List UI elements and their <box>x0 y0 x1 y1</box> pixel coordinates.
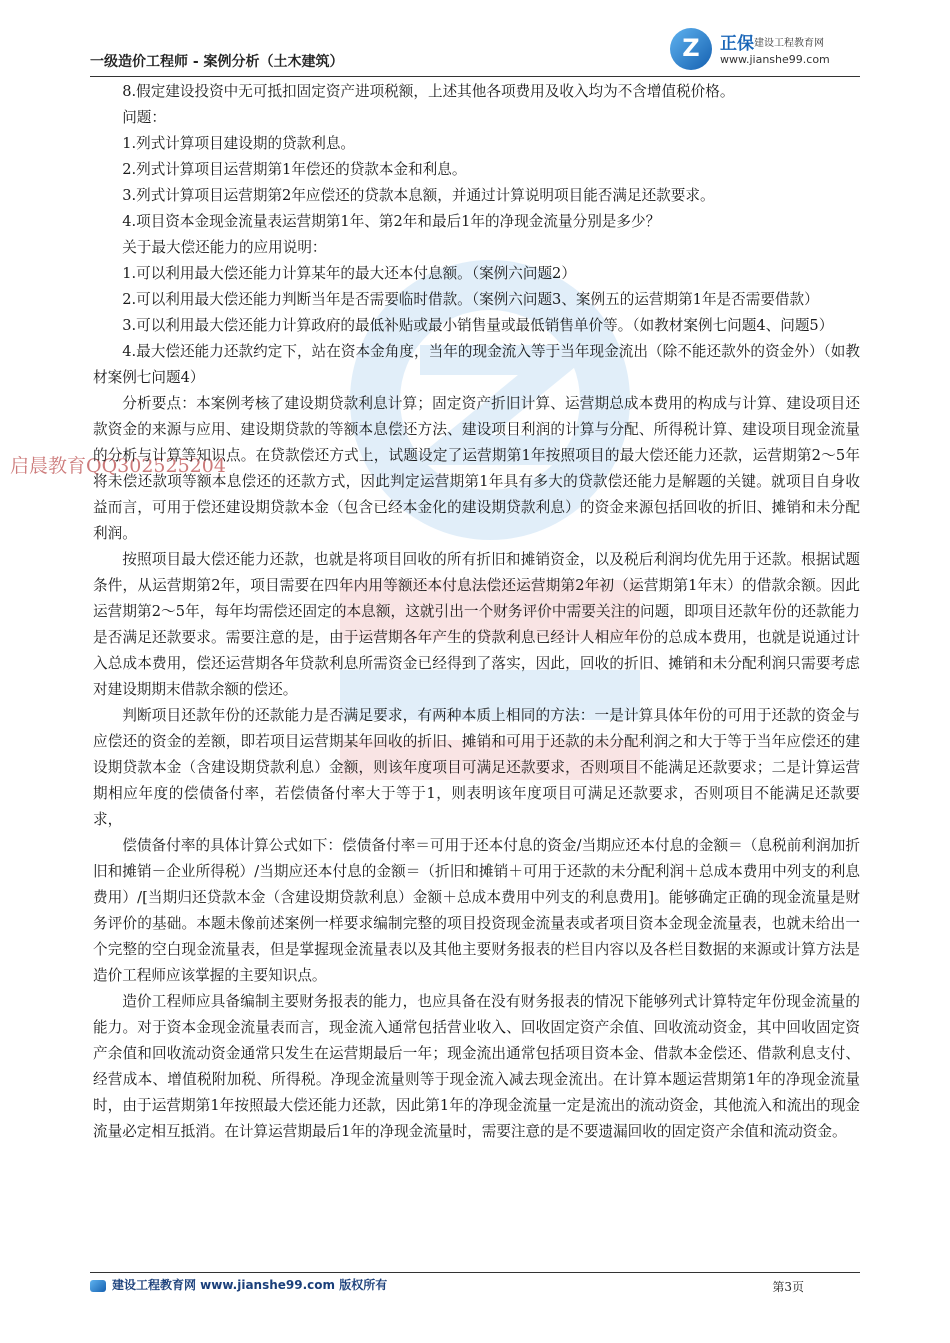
page-header <box>90 28 860 77</box>
paragraph: 2.列式计算项目运营期第1年偿还的贷款本金和利息。 <box>122 161 467 178</box>
paragraph: 4.最大偿还能力还款约定下，站在资本金角度，当年的现金流入等于当年现金流出（除不能还款外的资金外）（如教材案例七问题4） <box>93 343 860 386</box>
paragraph: 造价工程师应具备编制主要财务报表的能力，也应具备在没有财务报表的情况下能够列式计算特定年份现金流量的能力。对于资本金现金流量表而言，现金流入通常包括营业收入、回收固定资产余值、回收流动资金，其中回收固定资产余值和回收流动资金通常只发生在运营期最后一年；现金流出通常包括项目资本金、借款本金偿还、借款利息支付、经营成本、增值税附加税、所得税。净现金流量则等于现金流入减去现金流出。在计算本题运营期第1年的净现金流量时，由于运营期第1年按照最大偿还能力还款，因此第1年的净现金流量一定是流出的流动资金，其他流入和流出的现金流量必定相互抵消。在计算运营期最后1年的净现金流量时，需要注意的是不要遗漏回收的固定资产余值和流动资金。 <box>93 993 860 1140</box>
brand-logo <box>670 28 860 72</box>
document-body <box>93 79 860 1145</box>
paragraph: 偿债备付率的具体计算公式如下：偿债备付率＝可用于还本付息的资金/当期应还本付息的金额＝（息税前利润加折旧和摊销－企业所得税）/当期应还本付息的金额＝（折旧和摊销＋可用于还款的未分配利润＋总成本费用中列支的利息费用）/[当期归还贷款本金（含建设期贷款利息）金额＋总成本费用中列支的利息费用]。能够确定正确的现金流量是财务评价的基础。本题未像前述案例一样要求编制完整的项目投资现金流量表或者项目资本金现金流量表，也就未给出一个完整的空白现金流量表，但是掌握现金流量表以及其他主要财务报表的栏目内容以及各栏目数据的来源或计算方法是造价工程师应该掌握的主要知识点。 <box>93 837 860 984</box>
paragraph: 分析要点：本案例考核了建设期贷款利息计算；固定资产折旧计算、运营期总成本费用的构成与计算、建设项目还款资金的来源与应用、建设期贷款的等额本息偿还方法、建设项目利润的计算与分配、所得税计算、建设项目现金流量的分析与计算等知识点。在贷款偿还方式上，试题设定了运营期第1年按照项目的最大偿还能力还款，运营期第2～5年将未偿还款项等额本息偿还的还款方式，因此判定运营期第1年具有多大的贷款偿还能力是解题的关键。就项目自身收益而言，可用于偿还建设期贷款本金（包含已经本金化的建设期贷款利息）的资金来源包括回收的折旧、摊销和未分配利润。 <box>93 395 860 542</box>
footer-copyright: 建设工程教育网 www.jianshe99.com 版权所有 <box>112 1278 388 1292</box>
side-watermark-text: 启晨教育QQ302525204 <box>10 455 226 477</box>
paragraph: 3.可以利用最大偿还能力计算政府的最低补贴或最小销售量或最低销售单价等。（如教材案例七问题4、问题5） <box>122 317 834 334</box>
paragraph: 3.列式计算项目运营期第2年应偿还的贷款本息额，并通过计算说明项目能否满足还款要求。 <box>122 187 715 204</box>
header-title: 一级造价工程师 - 案例分析（土木建筑） <box>90 54 344 70</box>
paragraph: 1.可以利用最大偿还能力计算某年的最大还本付息额。（案例六问题2） <box>122 265 576 282</box>
paragraph: 关于最大偿还能力的应用说明： <box>122 239 327 256</box>
paragraph: 按照项目最大偿还能力还款，也就是将项目回收的所有折旧和摊销资金，以及税后利润均优先用于还款。根据试题条件，从运营期第2年，项目需要在四年内用等额还本付息法偿还运营期第2年初（运营期第1年末）的借款余额。因此运营期第2～5年，每年均需偿还固定的本息额，这就引出一个财务评价中需要关注的问题，即项目还款年份的还款能力是否满足还款要求。需要注意的是，由于运营期各年产生的贷款利息已经计人相应年份的总成本费用，也就是说通过计入总成本费用，偿还运营期各年贷款利息所需资金已经得到了落实，因此，回收的折旧、摊销和未分配利润只需要考虑对建设期期末借款余额的偿还。 <box>93 551 860 698</box>
logo-brand: 正保 <box>720 34 754 54</box>
page-footer <box>90 1272 860 1299</box>
paragraph: 2.可以利用最大偿还能力判断当年是否需要临时借款。（案例六问题3、案例五的运营期第1年是否需要借款） <box>122 291 819 308</box>
paragraph: 判断项目还款年份的还款能力是否满足要求，有两种本质上相同的方法：一是计算具体年份的可用于还款的资金与应偿还的资金的差额，即若项目运营期某年回收的折旧、摊销和可用于还款的未分配利润之和大于等于当年应偿还的建设期贷款本金（含建设期贷款利息）金额，则该年度项目可满足还款要求，否则项目不能满足还款要求；二是计算运营期相应年度的偿债备付率，若偿债备付率大于等于1，则表明该年度项目可满足还款要求，否则项目不能满足还款要求， <box>93 707 860 828</box>
logo-name: 建设工程教育网 <box>754 38 824 49</box>
paragraph: 4.项目资本金现金流量表运营期第1年、第2年和最后1年的净现金流量分别是多少？ <box>122 213 661 230</box>
paragraph: 1.列式计算项目建设期的贷款利息。 <box>122 135 356 152</box>
page-number: 第3页 <box>772 1280 804 1294</box>
logo-icon: Z <box>670 28 712 70</box>
footer-logo-icon <box>90 1280 106 1292</box>
logo-url: www.jianshe99.com <box>720 53 830 66</box>
paragraph: 问题： <box>122 109 166 126</box>
paragraph: 8.假定建设投资中无可抵扣固定资产进项税额，上述其他各项费用及收入均为不含增值税价格。 <box>122 83 735 100</box>
